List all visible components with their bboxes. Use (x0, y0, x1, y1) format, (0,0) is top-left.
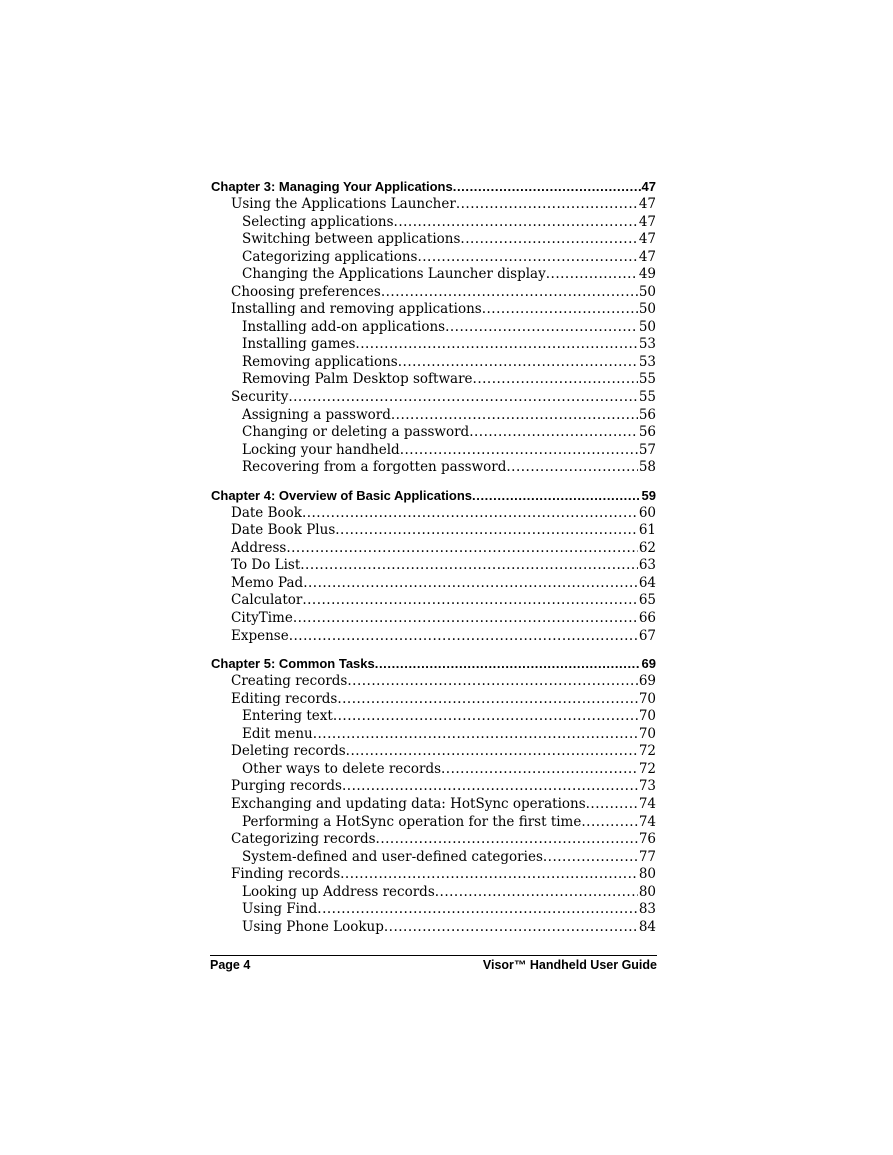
toc-section-entry[interactable] (211, 691, 656, 709)
toc-subsection-entry[interactable] (211, 459, 656, 477)
toc-subsection-entry[interactable] (211, 354, 656, 372)
toc-entry-title: Date Book Plus (231, 522, 336, 539)
toc-entry-title: Categorizing records (231, 831, 376, 848)
toc-page-number: 57 (638, 441, 656, 458)
toc-entry-title: Finding records (231, 866, 341, 883)
toc-entry-title: Chapter 5: Common Tasks (211, 656, 375, 672)
toc-entry-title: Other ways to delete records (242, 760, 442, 777)
toc-section-entry[interactable] (211, 522, 656, 540)
dot-leader (288, 389, 637, 407)
toc-page-number: 80 (638, 866, 656, 883)
toc-page-number: 47 (638, 248, 656, 265)
footer-guide-title: Visor™ Handheld User Guide (482, 958, 657, 972)
toc-page-number: 64 (638, 574, 656, 591)
toc-entry-title: Purging records (231, 778, 342, 795)
toc-page-number: 72 (638, 743, 656, 760)
toc-entry-title: Entering text (242, 708, 333, 725)
toc-page-number: 77 (638, 848, 656, 865)
toc-page-number: 66 (638, 610, 656, 627)
toc-page-number: 59 (641, 487, 656, 503)
toc-section-entry[interactable] (211, 673, 656, 691)
dot-leader (400, 442, 638, 460)
dot-leader (286, 540, 637, 558)
toc-page-number: 49 (638, 266, 656, 283)
toc-entry-title: Using the Applications Launcher (231, 196, 456, 212)
toc-subsection-entry[interactable] (211, 919, 656, 937)
toc-page-number: 63 (638, 557, 656, 574)
toc-section-entry[interactable] (211, 557, 656, 575)
toc-page-number: 47 (638, 196, 656, 212)
toc-chapter-heading[interactable] (211, 487, 656, 505)
dot-leader (300, 557, 638, 575)
toc-page-number: 55 (638, 371, 656, 388)
toc-section-entry[interactable] (211, 831, 656, 849)
dot-leader (289, 628, 638, 646)
toc-section-entry[interactable] (211, 796, 656, 814)
toc-subsection-entry[interactable] (211, 708, 656, 726)
dot-leader (441, 761, 638, 779)
toc-page-number: 56 (638, 424, 656, 441)
toc-subsection-entry[interactable] (211, 336, 656, 354)
dot-leader (303, 575, 638, 593)
dot-leader (506, 459, 637, 477)
toc-entry-title: Changing or deleting a password (242, 424, 470, 441)
dot-leader (417, 249, 637, 267)
toc-page-number: 50 (638, 318, 656, 335)
dot-leader (337, 691, 637, 709)
footer-rule (210, 955, 657, 956)
dot-leader (473, 371, 638, 389)
toc-chapter-heading[interactable] (211, 178, 656, 196)
toc-entry-title: Creating records (231, 673, 348, 690)
toc-section-entry[interactable] (211, 301, 656, 319)
toc-entry-title: Installing and removing applications (231, 301, 482, 318)
toc-section-entry[interactable] (211, 505, 656, 523)
toc-page-number: 62 (638, 539, 656, 556)
toc-chapter-block (211, 487, 656, 645)
toc-chapter-block (211, 655, 656, 936)
toc-subsection-entry[interactable] (211, 371, 656, 389)
dot-leader (482, 301, 638, 319)
footer-page-number: Page 4 (210, 958, 251, 972)
toc-page-number: 73 (638, 778, 656, 795)
dot-leader (347, 673, 637, 691)
dot-leader (445, 319, 638, 337)
toc-entry-title: Chapter 3: Managing Your Applications (211, 179, 453, 194)
toc-section-entry[interactable] (211, 628, 656, 646)
dot-leader (302, 592, 637, 610)
toc-entry-title: Locking your handheld (242, 441, 400, 458)
toc-page-number: 74 (638, 813, 656, 830)
dot-leader (384, 919, 638, 937)
dot-leader (435, 884, 638, 902)
toc-entry-title: Removing applications (242, 353, 398, 370)
toc-section-entry[interactable] (211, 778, 656, 796)
toc-page-number: 53 (638, 336, 656, 353)
toc-page-number: 47 (638, 213, 656, 230)
toc-entry-title: Selecting applications (242, 213, 394, 230)
toc-section-entry[interactable] (211, 389, 656, 407)
toc-page-number: 55 (638, 389, 656, 406)
dot-leader (453, 178, 641, 196)
dot-leader (340, 866, 638, 884)
toc-section-entry[interactable] (211, 196, 656, 214)
toc-entry-title: Edit menu (242, 725, 313, 742)
toc-entry-title: Categorizing applications (242, 248, 418, 265)
toc-chapter-heading[interactable] (211, 655, 656, 673)
toc-subsection-entry[interactable] (211, 849, 656, 867)
dot-leader (342, 778, 638, 796)
toc-entry-title: Using Phone Lookup (242, 918, 384, 935)
toc-subsection-entry[interactable] (211, 319, 656, 337)
toc-page-number: 50 (638, 301, 656, 318)
toc-page-number: 65 (638, 592, 656, 609)
toc-subsection-entry[interactable] (211, 214, 656, 232)
toc-subsection-entry[interactable] (211, 726, 656, 744)
toc-page-number: 72 (638, 760, 656, 777)
toc-subsection-entry[interactable] (211, 814, 656, 832)
dot-leader (381, 284, 638, 302)
dot-leader (456, 196, 638, 214)
dot-leader (394, 214, 638, 232)
toc-page-number: 69 (638, 673, 656, 690)
toc-page-number: 61 (638, 522, 656, 539)
toc-entry-title: Installing games (242, 336, 356, 353)
toc-page-number: 50 (638, 283, 656, 300)
toc-page-number: 74 (638, 795, 656, 812)
toc-section-entry[interactable] (211, 610, 656, 628)
toc-section-entry[interactable] (211, 592, 656, 610)
toc-section-entry[interactable] (211, 575, 656, 593)
toc-subsection-entry[interactable] (211, 761, 656, 779)
toc-page-number: 83 (638, 901, 656, 918)
toc-section-entry[interactable] (211, 284, 656, 302)
toc-page-number: 67 (638, 627, 656, 644)
toc-entry-title: To Do List (231, 557, 301, 574)
toc-subsection-entry[interactable] (211, 249, 656, 267)
dot-leader (469, 424, 638, 442)
dot-leader (543, 849, 638, 867)
toc-page-number: 47 (638, 231, 656, 248)
toc-entry-title: Date Book (231, 504, 302, 521)
toc-entry-title: Editing records (231, 690, 338, 707)
dot-leader (460, 231, 637, 249)
toc-page-number: 69 (641, 656, 656, 672)
toc-page-number: 53 (638, 353, 656, 370)
toc-entry-title: Looking up Address records (242, 883, 435, 900)
toc-page-number: 60 (638, 504, 656, 521)
toc-chapter-block (211, 178, 656, 477)
toc-entry-title: Expense (231, 627, 289, 644)
dot-leader (346, 743, 638, 761)
dot-leader (355, 336, 637, 354)
toc-entry-title: Security (231, 389, 289, 406)
toc-subsection-entry[interactable] (211, 231, 656, 249)
toc-section-entry[interactable] (211, 743, 656, 761)
page-footer (210, 958, 657, 972)
toc-section-entry[interactable] (211, 866, 656, 884)
toc-entry-title: Chapter 4: Overview of Basic Applications (211, 487, 473, 503)
toc-entry-title: Recovering from a forgotten password (242, 459, 507, 476)
toc-entry-title: Address (231, 539, 287, 556)
toc-subsection-entry[interactable] (211, 266, 656, 284)
dot-leader (391, 407, 638, 425)
toc-page-number: 58 (638, 459, 656, 476)
toc-subsection-entry[interactable] (211, 884, 656, 902)
toc-entry-title: Removing Palm Desktop software (242, 371, 473, 388)
dot-leader (376, 831, 638, 849)
table-of-contents (211, 178, 656, 936)
toc-page-number: 70 (638, 708, 656, 725)
dot-leader (375, 655, 641, 673)
toc-page-number: 56 (638, 406, 656, 423)
dot-leader (313, 726, 638, 744)
dot-leader (302, 505, 638, 523)
toc-page-number: 84 (638, 918, 656, 935)
dot-leader (293, 610, 638, 628)
toc-page-number: 80 (638, 883, 656, 900)
dot-leader (546, 266, 638, 284)
dot-leader (581, 814, 637, 832)
toc-entry-title: Choosing preferences (231, 283, 381, 300)
toc-page-number: 76 (638, 831, 656, 848)
toc-entry-title: Assigning a password (242, 406, 391, 423)
toc-entry-title: Installing add-on applications (242, 318, 446, 335)
toc-subsection-entry[interactable] (211, 424, 656, 442)
toc-entry-title: Deleting records (231, 743, 346, 760)
toc-page-number: 70 (638, 690, 656, 707)
toc-page-number: 70 (638, 725, 656, 742)
dot-leader (472, 487, 640, 505)
toc-entry-title: Using Find (242, 901, 318, 918)
dot-leader (335, 522, 638, 540)
toc-entry-title: Memo Pad (231, 574, 304, 591)
dot-leader (317, 901, 638, 919)
dot-leader (398, 354, 638, 372)
toc-subsection-entry[interactable] (211, 901, 656, 919)
toc-entry-title: System-defined and user-defined categories (242, 848, 543, 865)
toc-page-number: 47 (641, 179, 656, 194)
toc-entry-title: CityTime (231, 610, 293, 627)
toc-section-entry[interactable] (211, 540, 656, 558)
toc-entry-title: Performing a HotSync operation for the first time (242, 813, 582, 830)
toc-entry-title: Switching between applications (242, 231, 461, 248)
toc-subsection-entry[interactable] (211, 442, 656, 460)
dot-leader (586, 796, 638, 814)
toc-entry-title: Exchanging and updating data: HotSync operations (231, 795, 586, 812)
dot-leader (333, 708, 638, 726)
toc-entry-title: Changing the Applications Launcher display (242, 266, 546, 283)
toc-entry-title: Calculator (231, 592, 303, 609)
toc-subsection-entry[interactable] (211, 407, 656, 425)
